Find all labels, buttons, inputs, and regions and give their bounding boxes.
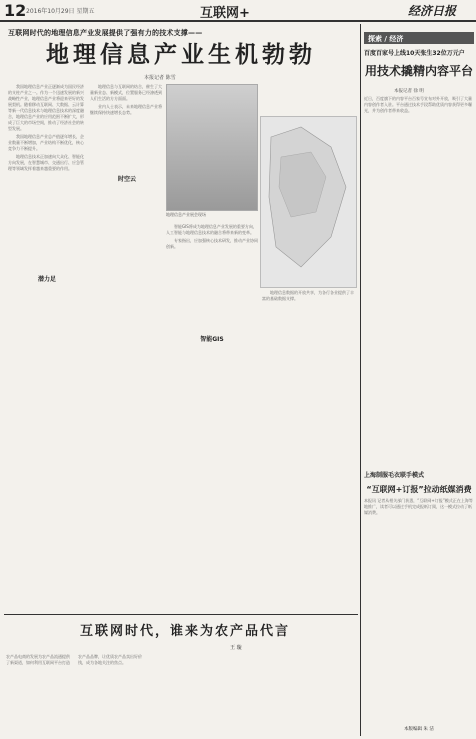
main-byline: 本报记者 陈雪 bbox=[144, 75, 176, 81]
sidebar-headline-2: “互联网+订报”拉动纸媒消费 bbox=[366, 485, 472, 494]
map-illustration bbox=[261, 117, 356, 287]
bottom-body-text: 农产品电商的发展为农产品流通提供了新渠道，如何利用互联网平台打造农产品品牌，让优质农产品卖出好价钱，成为各地关注的焦点。 bbox=[6, 654, 142, 665]
sidebar-headline: 用技术撬精内容平台 bbox=[364, 64, 473, 78]
main-column-4: 地理信息数据的开放共享，为各行各业提供了丰富的基础数据支撑。 bbox=[262, 290, 354, 301]
sidebar bbox=[364, 24, 474, 736]
subhead-spacetime-cloud: 时空云 bbox=[117, 176, 136, 183]
bottom-byline: 王 璇 bbox=[230, 645, 242, 651]
sidebar-kicker-2: 上海制服毛衣联手模式 bbox=[364, 472, 425, 479]
sidebar-badge bbox=[364, 32, 474, 44]
bottom-headline: 互联网时代，谁来为农产品代言 bbox=[80, 624, 291, 639]
page-editor: 本版编辑 朱 洁 bbox=[404, 727, 434, 732]
main-body-text: 我国地理信息产业正逐渐成为国民经济的支柱产业之一。作为一个迅速发展的新兴战略性产业，地理信息产业将迎来更好的发展契机。随着移动互联网、大数据、云计算等新一代信息技术与地理信息技术的深度融合，地理信息产业的应用范围不断扩大，形成了巨大的市场空间，推动了经济社会的转型发展。 bbox=[8, 84, 84, 131]
map-figure bbox=[260, 116, 357, 288]
main-column-3: 智能GIS将成为地理信息产业发展的重要方向，人工智能与地理信息技术的融合将带来新的变革。 专家指出，应加强核心技术研发，推动产业协同创新。 bbox=[166, 224, 258, 249]
main-kicker: 互联网时代的地理信息产业发展提供了强有力的技术支撑—— bbox=[8, 29, 203, 37]
sidebar-body-2 bbox=[364, 498, 474, 720]
bottom-body bbox=[6, 654, 360, 734]
sidebar-body bbox=[364, 96, 474, 466]
sidebar-byline: 本报记者 徐 明 bbox=[394, 89, 424, 94]
subhead-potential: 潜力足 bbox=[37, 276, 56, 283]
main-headline: 地理信息产业生机勃勃 bbox=[46, 42, 316, 68]
section-title: 互联网+ bbox=[200, 6, 250, 21]
sidebar-kicker: 百度百家号上线10天张生32位万元户 bbox=[364, 50, 465, 57]
main-story bbox=[4, 24, 358, 614]
section-divider bbox=[4, 614, 358, 615]
column-rule bbox=[360, 24, 361, 736]
issue-date: 2016年10月29日 星期五 bbox=[26, 8, 95, 15]
news-photo bbox=[166, 84, 258, 211]
page-header bbox=[0, 0, 476, 22]
subhead-smart-gis: 智能GIS bbox=[200, 336, 224, 343]
sidebar-body-text: 近日，百度旗下的内容平台百家号宣布对外开放，吸引了大量内容创作者入驻。平台通过技术手段帮助优质内容获得更多曝光，并为创作者带来收益。 bbox=[364, 96, 472, 113]
page-number: 12 bbox=[4, 1, 27, 20]
main-column-2: 地理信息与互联网的结合，催生了大量新业态、新模式，位置服务已经渗透到人们生活的方方面面。 业内人士表示，未来地理信息产业将继续保持快速增长态势。 bbox=[90, 84, 162, 115]
photo-caption: 地理信息产业展会现场 bbox=[166, 212, 206, 217]
sidebar-badge-label: 探索 / 经济 bbox=[368, 35, 404, 43]
sidebar-body-2-text: 本报讯 记者从相关部门获悉，“互联网+订报”模式正在上海等地推广，读者可以通过手机完成报纸订阅，这一模式拉动了纸媒消费。 bbox=[364, 498, 473, 515]
main-column-1: 我国地理信息产业正逐渐成为国民经济的支柱产业之一。作为一个迅速发展的新兴战略性产业，地理信息产业将迎来更好的发展契机。随着移动互联网、大数据、云计算等新一代信息技术与地理信息技术的深度融合，地理信息产业的应用范围不断扩大，形成了巨大的市场空间，推动了经济社会的转型发展。 我国地理信息产业总产值逐年增长，企业数量不断增加，产业结构不断优化，核心竞争力不断提升。 地理信息技术正加速向大众化、智能化方向发展，在智慧城市、交通出行、应急管理等领域发挥着越来越重要的作用。 bbox=[8, 84, 84, 171]
newspaper-logo: 经济日报 bbox=[408, 4, 457, 18]
